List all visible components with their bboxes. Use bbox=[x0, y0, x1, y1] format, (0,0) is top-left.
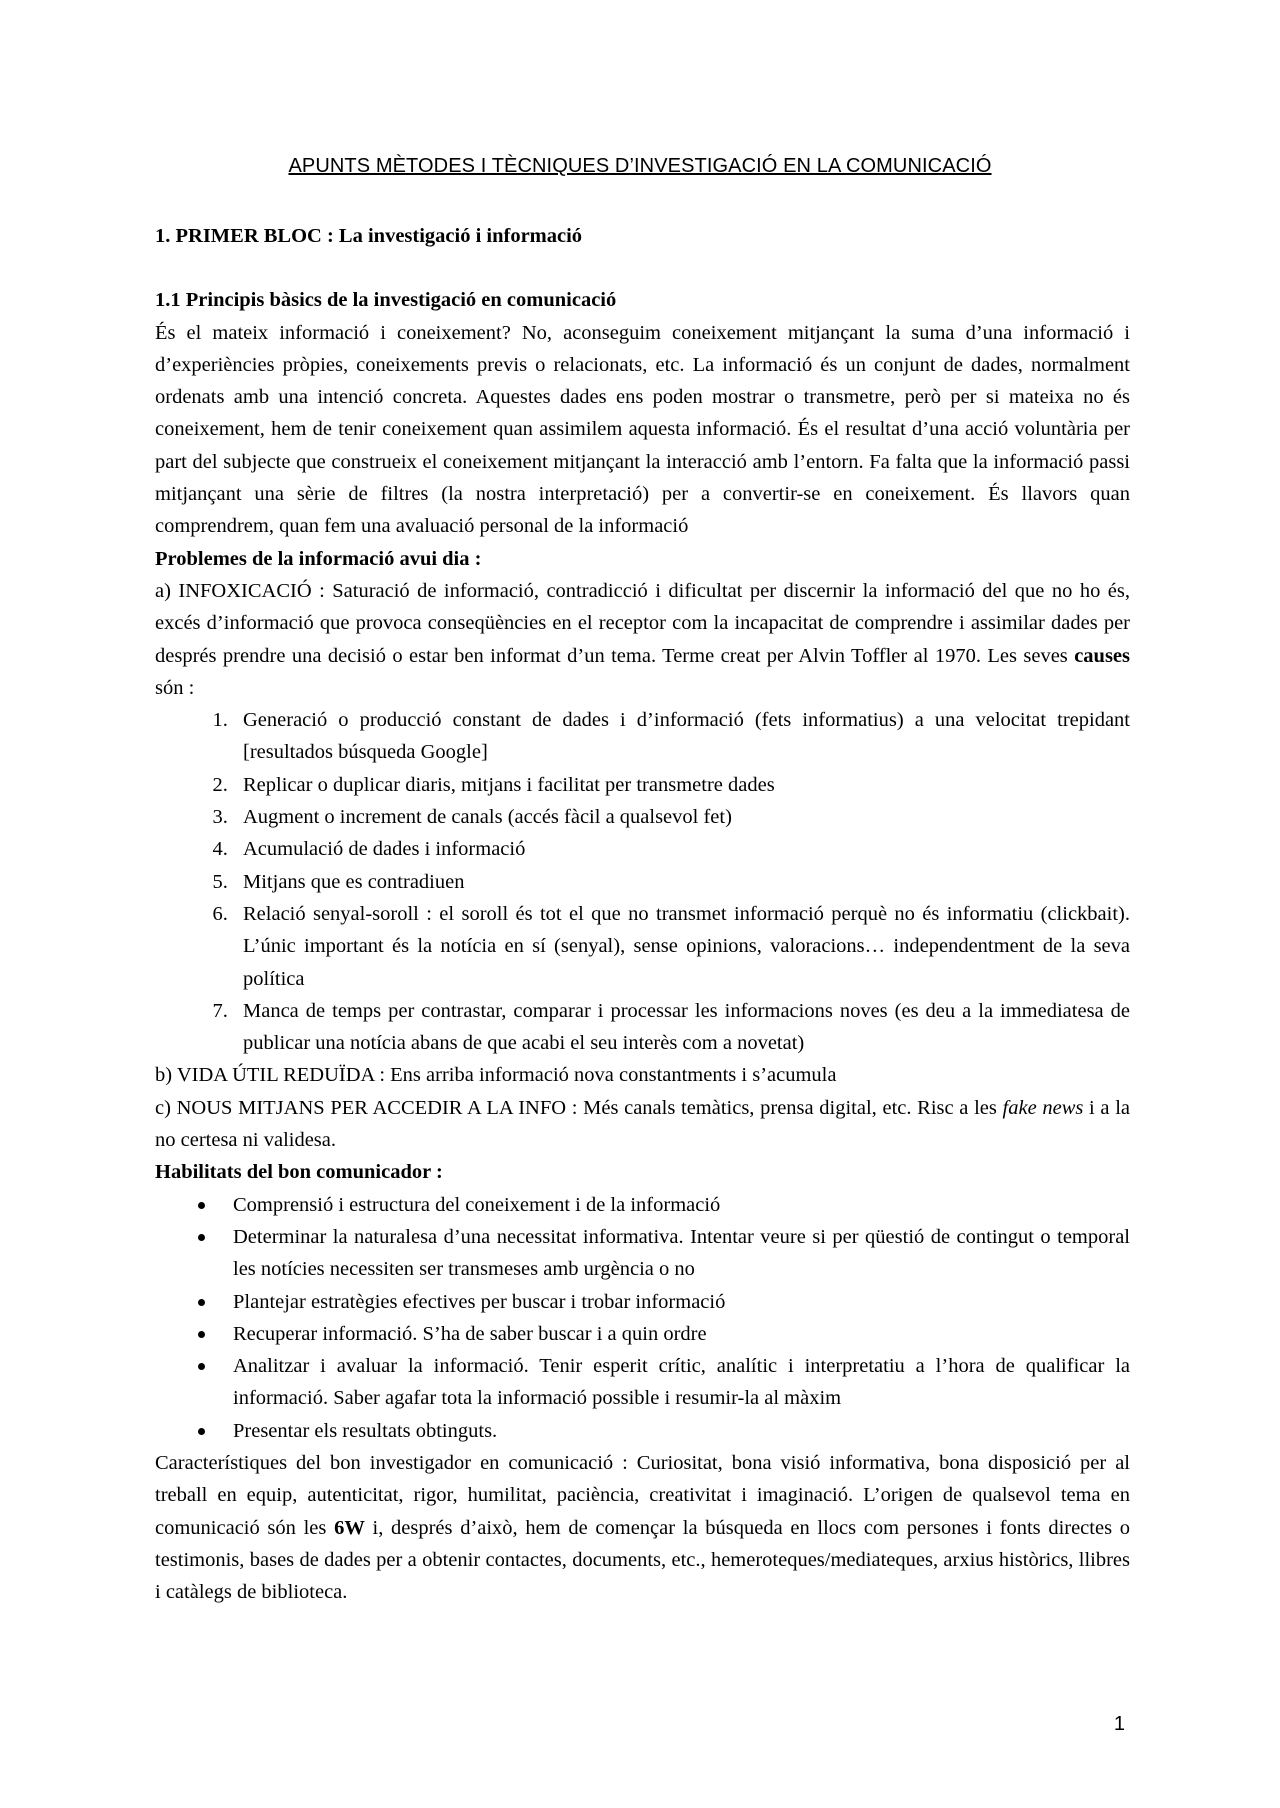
intro-paragraph: És el mateix informació i coneixement? No, aconseguim coneixement mitjançant la suma d’una informació i d’experiències pròpies, coneixements previs o relacionats, etc. La informació és un conjunt de dades, normalment ordenats amb una intenció concreta. Aquestes dades ens poden mostrar o transmetre, però per si mateixa no és coneixement, hem de tenir coneixement quan assimilem aquesta informació. És el resultat d’una acció voluntària per part del subjecte que construeix el coneixement mitjançant la interacció amb l’entorn. Fa falta que la informació passi mitjançant una sèrie de filtres (la nostra interpretació) per a convertir-se en coneixement. És llavors quan comprendrem, quan fem una avaluació personal de la informació bbox=[155, 321, 1130, 538]
problem-b-paragraph: b) VIDA ÚTIL REDUÏDA : Ens arriba informació nova constantments i s’acumula bbox=[155, 1064, 837, 1087]
skills-list bbox=[155, 1189, 1130, 1447]
skill-list-item bbox=[233, 1415, 1130, 1447]
document-title: APUNTS MÈTODES I TÈCNIQUES D’INVESTIGACIÓ EN LA COMUNICACIÓ bbox=[288, 155, 992, 177]
problem-c-paragraph bbox=[155, 1092, 1130, 1157]
skill-list-item bbox=[233, 1221, 1130, 1286]
problem-a-bold: causes bbox=[1074, 644, 1130, 667]
skill-list-item bbox=[233, 1350, 1130, 1415]
cause-list-item bbox=[233, 704, 1130, 769]
problem-a-text: a) INFOXICACIÓ : Saturació de informació, contradicció i dificultat per discernir la informació del que no ho és, excés d’informació que provoca conseqüències en el receptor com la incapacitat de comprendre i assimilar dades per després prendre una decisió o estar ben informat d’un tema. Terme creat per Alvin Toffler al 1970. Les seves bbox=[155, 579, 1130, 667]
cause-text: Manca de temps per contrastar, comparar i processar les informacions noves (es deu a la immediatesa de publicar una notícia abans de que acabi el seu interès com a novetat) bbox=[243, 999, 1130, 1055]
closing-paragraph bbox=[155, 1447, 1130, 1608]
closing-tail: i, després d’això, hem de començar la búsqueda en llocs com persones i fonts directes o testimonis, bases de dades per a obtenir contactes, documents, etc., hemeroteques/mediateques, arxius històrics, llibres i catàlegs de biblioteca. bbox=[155, 1516, 1130, 1604]
cause-text: Relació senyal-soroll : el soroll és tot el que no transmet informació perquè no és informatiu (clickbait). L’únic important és la notícia en sí (senyal), sense opinions, valoracions… independentment de la seva política bbox=[243, 902, 1130, 990]
problem-a-paragraph bbox=[155, 575, 1130, 704]
bullet-icon bbox=[198, 1363, 205, 1370]
problem-c-tail: i a la no certesa ni validesa. bbox=[155, 1096, 1130, 1152]
problem-c-italic: fake news bbox=[1002, 1096, 1084, 1119]
bullet-icon bbox=[198, 1202, 205, 1209]
bullet-icon bbox=[198, 1428, 205, 1435]
bullet-icon bbox=[198, 1299, 205, 1306]
section-heading: 1. PRIMER BLOC : La investigació i informació bbox=[155, 225, 583, 247]
skill-text: Determinar la naturalesa d’una necessitat informativa. Intentar veure si per qüestió de contingut o temporal les notícies necessiten ser transmeses amb urgència o no bbox=[233, 1225, 1130, 1281]
cause-list-item bbox=[233, 833, 1130, 865]
skills-heading: Habilitats del bon comunicador : bbox=[155, 1161, 443, 1184]
causes-list bbox=[155, 704, 1130, 1059]
skill-text: Presentar els resultats obtinguts. bbox=[233, 1419, 498, 1442]
skill-list-item bbox=[233, 1286, 1130, 1318]
cause-list-item bbox=[233, 898, 1130, 995]
problem-c-text: c) NOUS MITJANS PER ACCEDIR A LA INFO : Més canals temàtics, prensa digital, etc. Risc a les bbox=[155, 1096, 1003, 1119]
cause-list-item bbox=[233, 995, 1130, 1060]
closing-text: Característiques del bon investigador en comunicació : Curiositat, bona visió informativa, bona disposició per al treball en equip, autenticitat, rigor, humilitat, paciència, creativitat i imaginació. L’origen de qualsevol tema en comunicació són les bbox=[155, 1451, 1130, 1539]
cause-list-item bbox=[233, 769, 1130, 801]
cause-text: Replicar o duplicar diaris, mitjans i facilitat per transmetre dades bbox=[243, 773, 775, 796]
bullet-icon bbox=[198, 1331, 205, 1338]
cause-text: Mitjans que es contradiuen bbox=[243, 870, 465, 893]
problems-heading: Problemes de la informació avui dia : bbox=[155, 547, 482, 570]
cause-list-item bbox=[233, 801, 1130, 833]
skill-text: Comprensió i estructura del coneixement i de la informació bbox=[233, 1193, 721, 1216]
cause-text: Generació o producció constant de dades i d’informació (fets informatius) a una velocitat trepidant [resultados búsqueda Google] bbox=[243, 709, 1130, 764]
bullet-icon bbox=[198, 1234, 205, 1241]
skill-list-item bbox=[233, 1189, 1130, 1221]
subsection-heading: 1.1 Principis bàsics de la investigació en comunicació bbox=[155, 289, 617, 312]
document-body bbox=[155, 220, 1130, 1608]
skill-text: Analitzar i avaluar la informació. Tenir esperit crític, analític i interpretatiu a l’hora de qualificar la informació. Saber agafar tota la informació possible i resumir-la al màxim bbox=[233, 1355, 1130, 1410]
skill-text: Plantejar estratègies efectives per buscar i trobar informació bbox=[233, 1290, 726, 1313]
problem-a-tail: són : bbox=[155, 676, 195, 699]
skill-list-item bbox=[233, 1318, 1130, 1350]
cause-text: Augment o increment de canals (accés fàcil a qualsevol fet) bbox=[243, 806, 732, 829]
closing-bold: 6W bbox=[334, 1516, 365, 1539]
cause-text: Acumulació de dades i informació bbox=[243, 838, 526, 861]
cause-list-item bbox=[233, 866, 1130, 898]
skill-text: Recuperar informació. S’ha de saber buscar i a quin ordre bbox=[233, 1322, 707, 1345]
page-number: 1 bbox=[1113, 1713, 1125, 1735]
